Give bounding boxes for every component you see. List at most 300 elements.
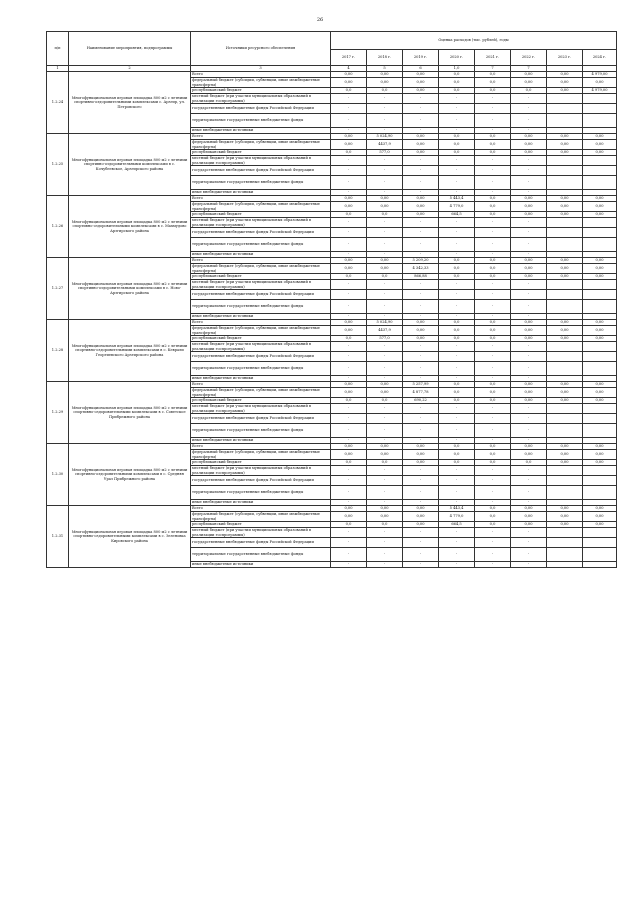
value-cell: 5 024,90 [367, 320, 403, 326]
source-label: республиканский бюджет [191, 150, 331, 156]
value-cell: 0,00 [403, 512, 439, 522]
value-cell: 0,00 [583, 202, 617, 212]
value-cell: 0,00 [547, 264, 583, 274]
value-cell: 0,00 [403, 150, 439, 156]
value-cell: - [367, 362, 403, 376]
value-cell: - [403, 466, 439, 476]
value-cell: 0,0 [439, 398, 475, 404]
value-cell: 866,88 [403, 274, 439, 280]
value-cell: 0,00 [583, 78, 617, 88]
value-cell: 0,00 [583, 522, 617, 528]
value-cell [547, 166, 583, 176]
value-cell: - [439, 548, 475, 562]
value-cell: 0,00 [403, 444, 439, 450]
value-cell: 0,0 [367, 522, 403, 528]
value-cell: - [403, 156, 439, 166]
value-cell: - [511, 252, 547, 258]
value-cell: 0,0 [439, 460, 475, 466]
value-cell: - [511, 156, 547, 166]
value-cell: - [511, 300, 547, 314]
source-label: иные внебюджетные источники [191, 562, 331, 568]
value-cell: 0,0 [367, 212, 403, 218]
value-cell: - [367, 218, 403, 228]
value-cell [583, 166, 617, 176]
value-cell: - [367, 528, 403, 538]
value-cell: 0,00 [511, 450, 547, 460]
value-cell: 0,0 [475, 398, 511, 404]
section-number: 1.2.24 [47, 72, 69, 134]
source-label: местный бюджет (при участии муниципальных образований в реализации госпрограммы) [191, 94, 331, 104]
value-cell: 0,00 [403, 450, 439, 460]
value-cell: 0,00 [511, 444, 547, 450]
value-cell: 0,00 [547, 382, 583, 388]
value-cell [583, 300, 617, 314]
value-cell: - [511, 342, 547, 352]
value-cell: 5 443,4 [439, 196, 475, 202]
source-label: иные внебюджетные источники [191, 376, 331, 382]
value-cell: - [367, 252, 403, 258]
source-label: республиканский бюджет [191, 274, 331, 280]
value-cell: - [367, 500, 403, 506]
source-label: иные внебюджетные источники [191, 438, 331, 444]
value-cell [547, 156, 583, 166]
value-cell: - [403, 528, 439, 538]
section-name: Многофункциональная игровая площадка 800 м2 с летними спортивно-оздоровительными комплексами в с. Кеврали Георгиевского Арзгирского района [69, 320, 191, 382]
index-cell: 2 [69, 66, 191, 72]
value-cell: 0,0 [475, 382, 511, 388]
value-cell: - [439, 352, 475, 362]
header-year: 2024 г. [583, 50, 617, 66]
value-cell: - [511, 404, 547, 414]
value-cell: 0,00 [547, 522, 583, 528]
value-cell: 0,0 [475, 196, 511, 202]
index-cell: 1,0 [439, 66, 475, 72]
value-cell: 0,00 [511, 78, 547, 88]
value-cell: - [511, 114, 547, 128]
value-cell: 0,00 [547, 202, 583, 212]
value-cell [547, 424, 583, 438]
value-cell: 0,00 [583, 450, 617, 460]
value-cell: - [331, 562, 367, 568]
value-cell: - [367, 314, 403, 320]
value-cell [547, 176, 583, 190]
value-cell: 0,0 [367, 460, 403, 466]
value-cell: - [475, 500, 511, 506]
value-cell: - [403, 238, 439, 252]
value-cell: 0,0 [475, 150, 511, 156]
value-cell: 0,0 [331, 150, 367, 156]
value-cell: 0,00 [547, 506, 583, 512]
value-cell: - [475, 548, 511, 562]
value-cell: 0,00 [367, 388, 403, 398]
value-cell: - [475, 166, 511, 176]
value-cell: 0,0 [439, 88, 475, 94]
value-cell: 0,0 [475, 72, 511, 78]
value-cell: 4437,9 [367, 140, 403, 150]
value-cell: - [511, 466, 547, 476]
source-label: федеральный бюджет (субсидии, субвенции, иные межбюджетные трансферты) [191, 450, 331, 460]
source-label: республиканский бюджет [191, 336, 331, 342]
value-cell: - [439, 314, 475, 320]
value-cell: 0,00 [511, 512, 547, 522]
value-cell: 0,00 [547, 140, 583, 150]
value-cell: - [367, 290, 403, 300]
header-name: Наименование мероприятия, подпрограммы [69, 32, 191, 66]
value-cell [547, 404, 583, 414]
value-cell: - [367, 190, 403, 196]
value-cell: - [331, 128, 367, 134]
value-cell: - [475, 476, 511, 486]
value-cell: 0,00 [367, 506, 403, 512]
value-cell: 0,00 [367, 258, 403, 264]
value-cell: - [439, 476, 475, 486]
value-cell: 0,0 [439, 326, 475, 336]
value-cell: - [511, 104, 547, 114]
value-cell: 0,00 [547, 388, 583, 398]
source-label: Всего [191, 382, 331, 388]
value-cell: 0,00 [367, 512, 403, 522]
value-cell: 0,00 [331, 320, 367, 326]
value-cell: - [475, 280, 511, 290]
value-cell: - [367, 562, 403, 568]
source-label: государственные внебюджетные фонды Российской Федерации [191, 166, 331, 176]
value-cell: - [439, 404, 475, 414]
value-cell: 0,00 [403, 140, 439, 150]
value-cell: - [403, 562, 439, 568]
value-cell: 664,5 [439, 522, 475, 528]
source-label: Всего [191, 72, 331, 78]
value-cell: 0,00 [547, 258, 583, 264]
value-cell: 0,00 [583, 274, 617, 280]
value-cell: 4437,9 [367, 326, 403, 336]
value-cell: - [439, 176, 475, 190]
value-cell: - [331, 104, 367, 114]
value-cell: - [403, 114, 439, 128]
value-cell [547, 218, 583, 228]
value-cell: 0,00 [331, 326, 367, 336]
value-cell: - [331, 548, 367, 562]
value-cell: - [367, 538, 403, 548]
value-cell: - [331, 238, 367, 252]
value-cell: 0,0 [439, 140, 475, 150]
value-cell: 0,0 [439, 264, 475, 274]
header-source: Источники ресурсного обеспечения [191, 32, 331, 66]
value-cell: 0,00 [511, 320, 547, 326]
header-year: 2018 г. [367, 50, 403, 66]
value-cell: - [475, 376, 511, 382]
header-num: п/п [47, 32, 69, 66]
value-cell: 0,00 [403, 134, 439, 140]
value-cell: - [331, 500, 367, 506]
value-cell [547, 466, 583, 476]
value-cell: 0,0 [475, 522, 511, 528]
source-label: иные внебюджетные источники [191, 252, 331, 258]
value-cell: 0,00 [403, 212, 439, 218]
value-cell: 0,0 [439, 336, 475, 342]
value-cell: 0,00 [583, 196, 617, 202]
value-cell: - [511, 500, 547, 506]
value-cell: - [403, 548, 439, 562]
value-cell: - [403, 376, 439, 382]
value-cell: 0,00 [403, 506, 439, 512]
header-year: 2019 г. [403, 50, 439, 66]
value-cell [583, 176, 617, 190]
value-cell: 0,00 [367, 450, 403, 460]
value-cell: - [511, 190, 547, 196]
value-cell: - [403, 342, 439, 352]
value-cell: - [331, 376, 367, 382]
value-cell: 0,00 [547, 88, 583, 94]
section-number: 1.2.27 [47, 258, 69, 320]
index-cell: 7 [475, 66, 511, 72]
value-cell: 4 979,00 [583, 88, 617, 94]
value-cell: 0,0 [475, 450, 511, 460]
value-cell: - [439, 424, 475, 438]
value-cell [583, 476, 617, 486]
value-cell: - [403, 438, 439, 444]
value-cell: - [403, 352, 439, 362]
value-cell: - [511, 424, 547, 438]
value-cell [547, 476, 583, 486]
value-cell: 0,0 [475, 512, 511, 522]
value-cell: 0,0 [331, 212, 367, 218]
value-cell: - [511, 538, 547, 548]
value-cell: - [367, 414, 403, 424]
value-cell: - [475, 176, 511, 190]
value-cell: 0,0 [439, 274, 475, 280]
source-label: Всего [191, 258, 331, 264]
source-label: федеральный бюджет (субсидии, субвенции, иные межбюджетные трансферты) [191, 78, 331, 88]
value-cell: - [511, 128, 547, 134]
value-cell [583, 538, 617, 548]
source-label: территориальные государственные внебюджетные фонды [191, 300, 331, 314]
value-cell: 0,0 [331, 336, 367, 342]
source-label: государственные внебюджетные фонды Российской Федерации [191, 352, 331, 362]
source-label: республиканский бюджет [191, 460, 331, 466]
value-cell: 0,00 [583, 150, 617, 156]
value-cell [583, 466, 617, 476]
value-cell: 0,00 [511, 196, 547, 202]
value-cell: - [403, 128, 439, 134]
source-label: федеральный бюджет (субсидии, субвенции, иные межбюджетные трансферты) [191, 264, 331, 274]
value-cell: - [439, 114, 475, 128]
value-cell: - [511, 476, 547, 486]
value-cell: - [439, 538, 475, 548]
value-cell: 0,00 [583, 460, 617, 466]
value-cell [547, 562, 583, 568]
value-cell: 577,0 [367, 150, 403, 156]
value-cell: 0,00 [331, 450, 367, 460]
value-cell: 0,00 [403, 336, 439, 342]
value-cell: 4 342,33 [403, 264, 439, 274]
value-cell: - [475, 352, 511, 362]
value-cell: 0,00 [511, 398, 547, 404]
value-cell: 0,00 [583, 444, 617, 450]
value-cell: 0,00 [547, 150, 583, 156]
value-cell: 4 779,0 [439, 202, 475, 212]
value-cell: 0,00 [511, 72, 547, 78]
value-cell: 0,00 [547, 336, 583, 342]
header-year: 2020 г. [439, 50, 475, 66]
value-cell: 0,0 [439, 258, 475, 264]
header-year: 2023 г. [547, 50, 583, 66]
source-label: иные внебюджетные источники [191, 128, 331, 134]
value-cell: - [331, 156, 367, 166]
value-cell: 0,0 [331, 522, 367, 528]
value-cell [583, 104, 617, 114]
section-number: 1.2.29 [47, 382, 69, 444]
value-cell: 0,0 [439, 150, 475, 156]
value-cell: - [367, 466, 403, 476]
source-label: территориальные государственные внебюджетные фонды [191, 176, 331, 190]
value-cell: - [403, 104, 439, 114]
value-cell: 0,00 [331, 258, 367, 264]
value-cell: - [475, 128, 511, 134]
value-cell: - [331, 362, 367, 376]
value-cell: - [475, 94, 511, 104]
value-cell: - [511, 166, 547, 176]
value-cell: 0,00 [511, 274, 547, 280]
value-cell: 690,22 [403, 398, 439, 404]
value-cell: 0,00 [547, 320, 583, 326]
value-cell: - [331, 166, 367, 176]
source-label: республиканский бюджет [191, 398, 331, 404]
value-cell: - [511, 280, 547, 290]
value-cell [547, 342, 583, 352]
value-cell: 4 779,0 [439, 512, 475, 522]
section-number: 1.2.31 [47, 506, 69, 568]
value-cell: 0,00 [331, 512, 367, 522]
value-cell: - [439, 486, 475, 500]
value-cell: 0,00 [331, 202, 367, 212]
value-cell [583, 562, 617, 568]
value-cell: 5 257,99 [403, 382, 439, 388]
value-cell: - [331, 228, 367, 238]
value-cell [547, 228, 583, 238]
value-cell: - [403, 538, 439, 548]
page-number: 26 [316, 17, 324, 23]
value-cell: - [403, 500, 439, 506]
value-cell: - [439, 300, 475, 314]
source-label: территориальные государственные внебюджетные фонды [191, 548, 331, 562]
value-cell: - [475, 114, 511, 128]
value-cell: - [331, 94, 367, 104]
value-cell: - [439, 438, 475, 444]
value-cell: - [403, 404, 439, 414]
value-cell: 0,00 [403, 72, 439, 78]
value-cell: 4 979,00 [583, 72, 617, 78]
source-label: республиканский бюджет [191, 88, 331, 94]
source-label: государственные внебюджетные фонды Российской Федерации [191, 538, 331, 548]
value-cell: 0,00 [511, 150, 547, 156]
value-cell: 0,00 [403, 326, 439, 336]
value-cell: 0,00 [511, 134, 547, 140]
value-cell: - [475, 466, 511, 476]
value-cell: - [367, 238, 403, 252]
value-cell [583, 352, 617, 362]
value-cell: 0,00 [547, 212, 583, 218]
value-cell: - [367, 176, 403, 190]
value-cell [547, 548, 583, 562]
value-cell: - [403, 290, 439, 300]
value-cell: - [331, 176, 367, 190]
value-cell: 0,0 [475, 88, 511, 94]
value-cell: 0,0 [475, 326, 511, 336]
index-cell: 5 [367, 66, 403, 72]
value-cell: - [403, 424, 439, 438]
value-cell: 0,00 [331, 72, 367, 78]
source-label: местный бюджет (при участии муниципальных образований в реализации госпрограммы) [191, 280, 331, 290]
source-label: федеральный бюджет (субсидии, субвенции, иные межбюджетные трансферты) [191, 512, 331, 522]
value-cell: - [403, 228, 439, 238]
value-cell: - [331, 466, 367, 476]
value-cell: 664,5 [439, 212, 475, 218]
value-cell: 0,0 [367, 274, 403, 280]
value-cell: - [475, 252, 511, 258]
value-cell: 0,00 [331, 388, 367, 398]
value-cell: - [331, 252, 367, 258]
value-cell: - [331, 314, 367, 320]
value-cell: - [367, 228, 403, 238]
value-cell: - [439, 94, 475, 104]
value-cell: - [439, 342, 475, 352]
value-cell: 0,00 [511, 140, 547, 150]
value-cell [583, 228, 617, 238]
value-cell: - [475, 156, 511, 166]
index-cell: 1 [47, 66, 69, 72]
value-cell [583, 362, 617, 376]
value-cell: - [403, 476, 439, 486]
value-cell: 0,00 [511, 202, 547, 212]
value-cell: 0,00 [583, 212, 617, 218]
source-label: территориальные государственные внебюджетные фонды [191, 362, 331, 376]
value-cell: - [475, 562, 511, 568]
value-cell: 0,00 [403, 88, 439, 94]
value-cell: 0,00 [331, 506, 367, 512]
section-number: 1.2.25 [47, 134, 69, 196]
header-year: 2022 г. [511, 50, 547, 66]
value-cell: - [475, 314, 511, 320]
value-cell: 0,00 [547, 512, 583, 522]
value-cell: 0,00 [511, 382, 547, 388]
source-label: республиканский бюджет [191, 212, 331, 218]
value-cell: 0,00 [403, 78, 439, 88]
header-year: 2017 г. [331, 50, 367, 66]
index-cell: 4 [331, 66, 367, 72]
source-label: государственные внебюджетные фонды Российской Федерации [191, 104, 331, 114]
value-cell: - [403, 166, 439, 176]
value-cell: - [403, 414, 439, 424]
source-label: территориальные государственные внебюджетные фонды [191, 114, 331, 128]
section-number: 1.2.30 [47, 444, 69, 506]
value-cell [583, 94, 617, 104]
value-cell: 0,0 [367, 398, 403, 404]
value-cell [547, 300, 583, 314]
value-cell: - [331, 438, 367, 444]
value-cell [583, 342, 617, 352]
value-cell: - [331, 114, 367, 128]
value-cell [547, 528, 583, 538]
value-cell: - [511, 352, 547, 362]
value-cell [583, 404, 617, 414]
source-label: Всего [191, 196, 331, 202]
source-label: местный бюджет (при участии муниципальных образований в реализации госпрограммы) [191, 404, 331, 414]
source-label: территориальные государственные внебюджетные фонды [191, 486, 331, 500]
value-cell: 0,0 [439, 388, 475, 398]
value-cell: - [331, 218, 367, 228]
section-number: 1.2.26 [47, 196, 69, 258]
value-cell: 0,00 [367, 78, 403, 88]
